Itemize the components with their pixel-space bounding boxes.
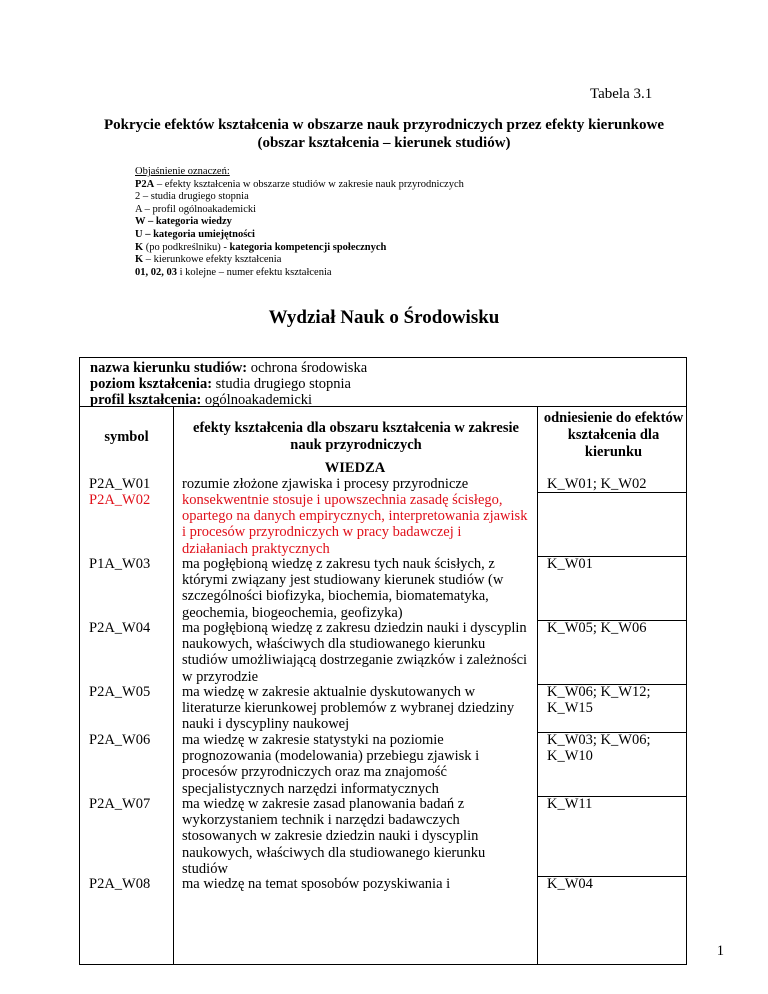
column-divider xyxy=(537,406,538,964)
row-effect: rozumie złożone zjawiska i procesy przyrodnicze xyxy=(182,476,469,492)
table-divider xyxy=(80,406,686,407)
title-line-1: Pokrycie efektów kształcenia w obszarze nauk przyrodniczych przez efekty kierunkowe xyxy=(103,117,665,133)
row-reference: K_W01 xyxy=(547,556,593,572)
row-effect: konsekwentnie stosuje i upowszechnia zasadę ścisłego, opartego na danych empirycznych, interpretowania zjawisk i procesów przyrodniczych w pracy badawczej i działaniach praktycznych xyxy=(182,492,528,557)
row-reference: K_W03; K_W06; K_W10 xyxy=(547,732,651,765)
legend-row: W – kategoria wiedzy xyxy=(135,216,232,228)
table-number: Tabela 3.1 xyxy=(590,86,653,102)
row-effect: ma wiedzę w zakresie aktualnie dyskutowanych w literaturze kierunkowej problemów z wybranej dziedziny nauki i dyscypliny naukowej xyxy=(182,684,515,733)
legend xyxy=(135,166,464,279)
row-symbol: P2A_W01 xyxy=(89,476,151,492)
faculty-heading: Wydział Nauk o Środowisku xyxy=(268,307,500,328)
row-effect: ma wiedzę w zakresie statystyki na poziomie prognozowania (modelowania) przebiegu zjawisk i procesów przyrodniczych oraz ma znajomość specjalistycznych narzędzi informatycznych xyxy=(182,732,480,797)
row-effect: ma wiedzę na temat sposobów pozyskiwania i xyxy=(182,876,451,892)
header-reference: odniesienie do efektów kształcenia dla kierunku xyxy=(543,410,684,460)
row-symbol: P2A_W08 xyxy=(89,876,151,892)
row-reference: K_W11 xyxy=(547,796,593,812)
row-effect: ma pogłębioną wiedzę z zakresu tych nauk ścisłych, z którymi związany jest studiowany kierunek studiów (w szczególności biofizyka, biochemia, biomatematyka, geochemia, biogeochemia, geofizyka) xyxy=(182,556,504,621)
row-symbol: P2A_W06 xyxy=(89,732,151,748)
page-number: 1 xyxy=(716,943,724,959)
row-symbol: P2A_W04 xyxy=(89,620,151,636)
effects-table xyxy=(79,357,687,965)
row-effect: ma wiedzę w zakresie zasad planowania badań z wykorzystaniem technik i narzędzi badawczych stosowanych w zakresie dziedzin nauki i dyscyplin naukowych, właściwych dla studiowanego kierunku studiów xyxy=(182,796,486,877)
row-symbol: P2A_W02 xyxy=(89,492,151,508)
row-reference: K_W01; K_W02 xyxy=(547,476,647,492)
row-symbol: P2A_W05 xyxy=(89,684,151,700)
column-divider xyxy=(173,406,174,964)
legend-row: A – profil ogólnoakademicki xyxy=(135,203,257,215)
legend-row: P2A – efekty kształcenia w obszarze studiów w zakresie nauk przyrodniczych xyxy=(135,178,464,190)
row-symbol: P2A_W07 xyxy=(89,796,151,812)
row-divider xyxy=(538,492,686,493)
legend-row: K – kierunkowe efekty kształcenia xyxy=(135,254,282,266)
meta-field-name: nazwa kierunku studiów: ochrona środowiska xyxy=(90,360,368,376)
meta-field-level: poziom kształcenia: studia drugiego stopnia xyxy=(90,376,351,392)
legend-heading: Objaśnienie oznaczeń: xyxy=(135,166,230,177)
legend-row: U – kategoria umiejętności xyxy=(135,228,255,240)
row-reference: K_W06; K_W12; K_W15 xyxy=(547,684,651,717)
row-reference: K_W04 xyxy=(547,876,593,892)
header-effects: efekty kształcenia dla obszaru kształcenia w zakresie nauk przyrodniczych xyxy=(193,420,519,453)
row-reference: K_W05; K_W06 xyxy=(547,620,647,636)
row-effect: ma pogłębioną wiedzę z zakresu dziedzin nauki i dyscyplin naukowych, właściwych dla studiowanego kierunku studiów umożliwiającą dostrzeganie związków i zależności w przyrodzie xyxy=(182,620,528,685)
section-heading: WIEDZA xyxy=(324,460,386,476)
document-title xyxy=(82,116,686,152)
title-line-2: (obszar kształcenia – kierunek studiów) xyxy=(257,135,511,151)
legend-row: K (po podkreślniku) - kategoria kompetencji społecznych xyxy=(135,241,387,253)
legend-row: 2 – studia drugiego stopnia xyxy=(135,191,249,203)
row-symbol: P1A_W03 xyxy=(89,556,151,572)
meta-field-profile: profil kształcenia: ogólnoakademicki xyxy=(90,392,313,408)
legend-row: 01, 02, 03 i kolejne – numer efektu kształcenia xyxy=(135,266,332,278)
header-symbol: symbol xyxy=(104,429,149,445)
